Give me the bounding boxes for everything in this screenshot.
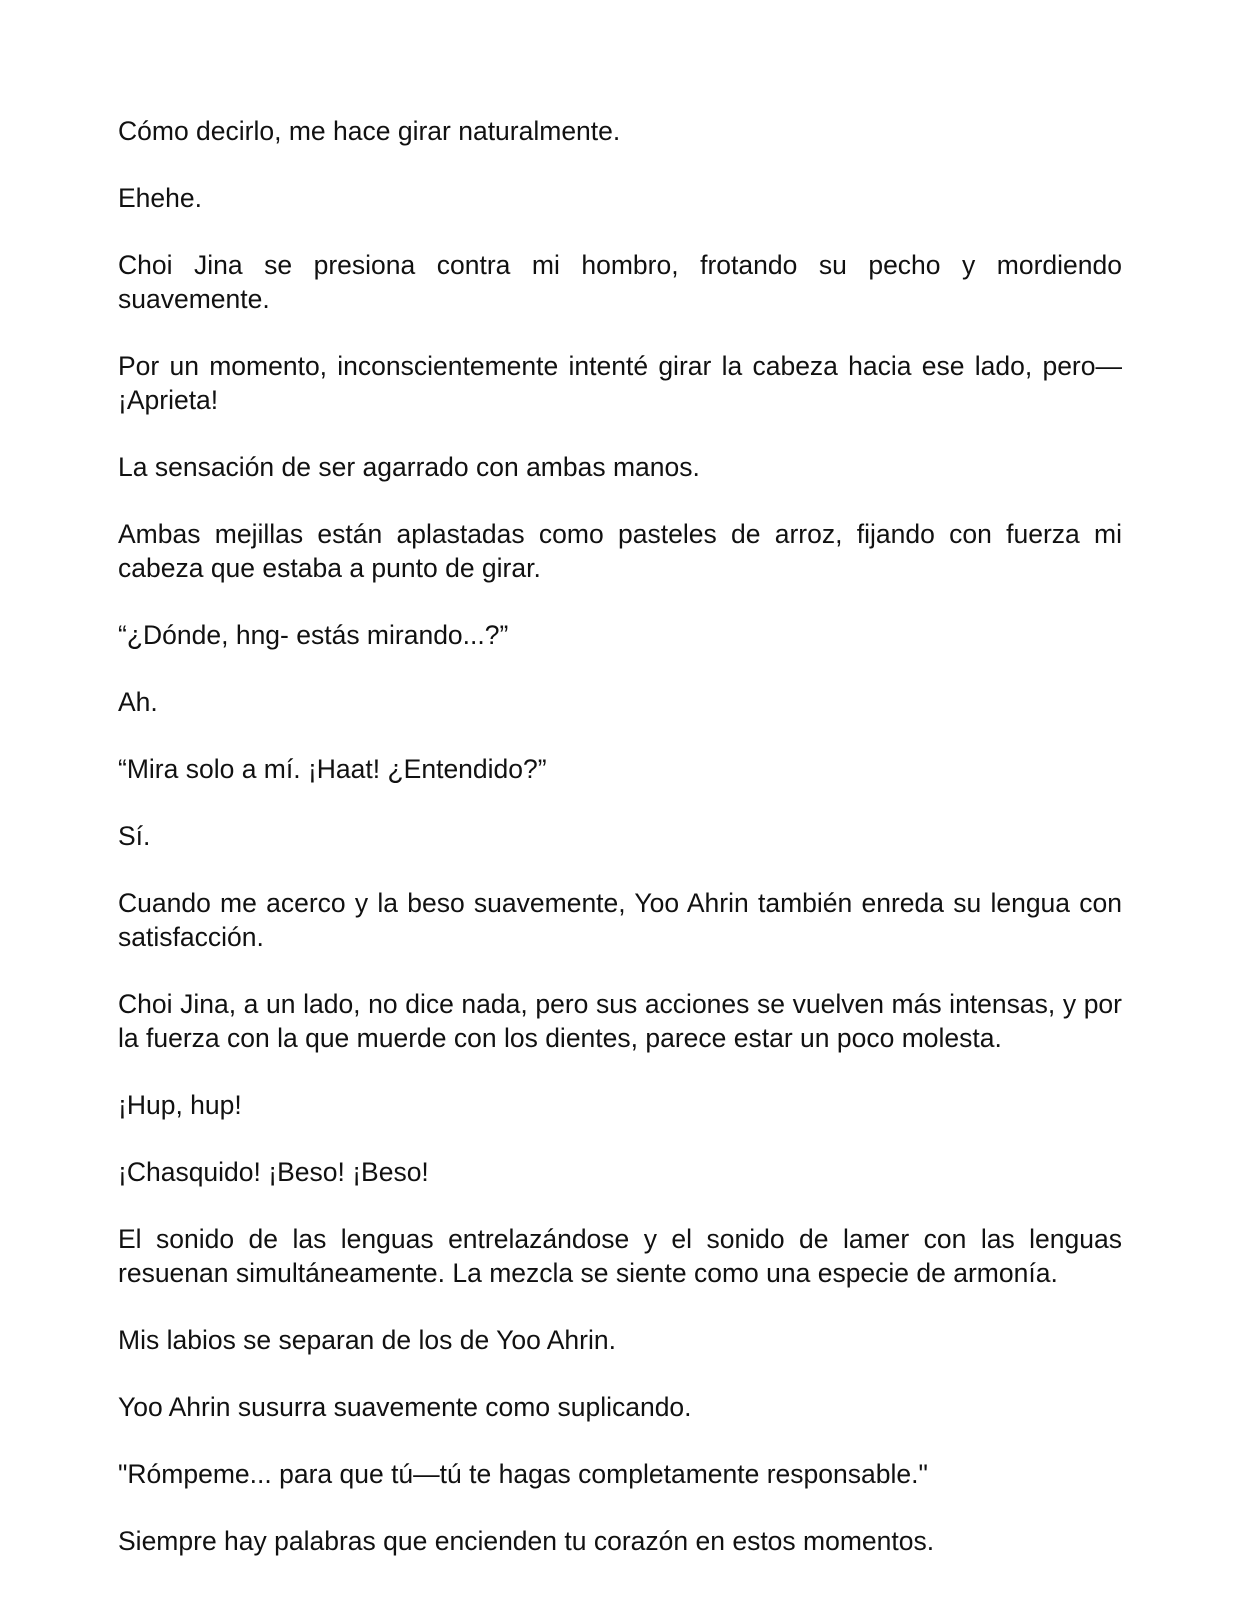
paragraph: “¿Dónde, hng- estás mirando...?” [118, 620, 509, 650]
paragraph: Siempre hay palabras que encienden tu corazón en estos momentos. [118, 1526, 935, 1556]
paragraph: Mis labios se separan de los de Yoo Ahrin. [118, 1325, 616, 1355]
paragraph: Choi Jina, a un lado, no dice nada, pero sus acciones se vuelven más intensas, y por la fuerza con la que muerde con los dientes, parece estar un poco molesta. [118, 989, 1122, 1053]
paragraph: Yoo Ahrin susurra suavemente como suplicando. [118, 1392, 692, 1422]
paragraph: ¡Hup, hup! [118, 1090, 242, 1120]
paragraph: Ambas mejillas están aplastadas como pasteles de arroz, fijando con fuerza mi cabeza que estaba a punto de girar. [118, 519, 1122, 583]
paragraph: “Mira solo a mí. ¡Haat! ¿Entendido?” [118, 754, 547, 784]
paragraph: "Rómpeme... para que tú—tú te hagas completamente responsable." [118, 1459, 928, 1489]
document-body [118, 114, 1122, 1591]
paragraph: Ah. [118, 687, 158, 717]
paragraph: El sonido de las lenguas entrelazándose y el sonido de lamer con las lenguas resuenan simultáneamente. La mezcla se siente como una especie de armonía. [118, 1224, 1122, 1288]
paragraph: Choi Jina se presiona contra mi hombro, frotando su pecho y mordiendo suavemente. [118, 250, 1122, 314]
paragraph: ¡Chasquido! ¡Beso! ¡Beso! [118, 1157, 429, 1187]
paragraph: Sí. [118, 821, 151, 851]
paragraph: Cuando me acerco y la beso suavemente, Yoo Ahrin también enreda su lengua con satisfacción. [118, 888, 1122, 952]
paragraph: Ehehe. [118, 183, 202, 213]
paragraph: Por un momento, inconscientemente intenté girar la cabeza hacia ese lado, pero— ¡Aprieta! [118, 351, 1122, 415]
paragraph: La sensación de ser agarrado con ambas manos. [118, 452, 700, 482]
paragraph: Cómo decirlo, me hace girar naturalmente. [118, 116, 621, 146]
